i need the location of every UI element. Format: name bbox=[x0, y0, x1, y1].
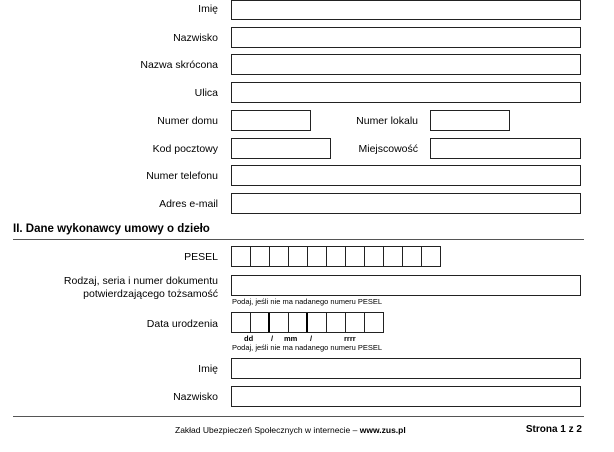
pesel-cell[interactable] bbox=[270, 247, 289, 266]
numer-telefonu-input[interactable] bbox=[231, 165, 581, 186]
pesel-cell[interactable] bbox=[327, 247, 346, 266]
document-input[interactable] bbox=[231, 275, 581, 296]
footer-website-link[interactable]: www.zus.pl bbox=[359, 425, 406, 435]
pesel-cell[interactable] bbox=[346, 247, 365, 266]
nazwa-skrocona-input[interactable] bbox=[231, 54, 581, 75]
miejscowosc-label: Miejscowość bbox=[358, 143, 418, 155]
numer-lokalu-label: Numer lokalu bbox=[356, 115, 418, 127]
pesel-cell[interactable] bbox=[422, 247, 441, 266]
numer-domu-label: Numer domu bbox=[157, 115, 218, 127]
pesel-label: PESEL bbox=[184, 251, 218, 263]
adres-email-input[interactable] bbox=[231, 193, 581, 214]
date-mm-label: mm bbox=[284, 334, 298, 343]
numer-lokalu-input[interactable] bbox=[430, 110, 510, 131]
birth-date-cell[interactable] bbox=[251, 313, 270, 332]
pesel-cell[interactable] bbox=[365, 247, 384, 266]
date-rrrr-label: rrrr bbox=[344, 334, 356, 343]
birth-date-cell[interactable] bbox=[270, 313, 289, 332]
kod-pocztowy-input[interactable] bbox=[231, 138, 331, 159]
ulica-label: Ulica bbox=[194, 87, 218, 99]
section-heading: II. Dane wykonawcy umowy o dzieło bbox=[13, 223, 210, 235]
pesel-cell[interactable] bbox=[384, 247, 403, 266]
footer-divider bbox=[13, 416, 584, 417]
pesel-cell[interactable] bbox=[251, 247, 270, 266]
footer-text bbox=[175, 425, 406, 435]
date-sep-2: / bbox=[310, 334, 313, 343]
nazwisko-label: Nazwisko bbox=[173, 32, 218, 44]
nazwisko-input[interactable] bbox=[231, 27, 581, 48]
miejscowosc-input[interactable] bbox=[430, 138, 581, 159]
nazwisko-2-input[interactable] bbox=[231, 386, 581, 407]
birth-date-cells[interactable] bbox=[231, 312, 384, 333]
adres-email-label: Adres e-mail bbox=[159, 198, 218, 210]
kod-pocztowy-label: Kod pocztowy bbox=[152, 143, 218, 155]
birth-date-cell[interactable] bbox=[308, 313, 327, 332]
imie-2-label: Imię bbox=[198, 363, 218, 375]
ulica-input[interactable] bbox=[231, 82, 581, 103]
document-hint: Podaj, jeśli nie ma nadanego numeru PESEL bbox=[232, 297, 383, 306]
pesel-cell[interactable] bbox=[308, 247, 327, 266]
document-label-line2: potwierdzającego tożsamość bbox=[83, 288, 218, 300]
birth-date-cell[interactable] bbox=[327, 313, 346, 332]
document-label-line1: Rodzaj, seria i numer dokumentu bbox=[63, 275, 218, 287]
imie-2-input[interactable] bbox=[231, 358, 581, 379]
page-number: Strona 1 z 2 bbox=[525, 424, 582, 435]
pesel-cells[interactable] bbox=[231, 246, 441, 267]
nazwa-skrocona-label: Nazwa skrócona bbox=[140, 59, 218, 71]
date-sep-1: / bbox=[271, 334, 274, 343]
date-dd-label: dd bbox=[244, 334, 254, 343]
pesel-cell[interactable] bbox=[289, 247, 308, 266]
section-divider bbox=[13, 239, 584, 240]
birth-date-label: Data urodzenia bbox=[146, 318, 218, 330]
footer-prefix: Zakład Ubezpieczeń Społecznych w internecie – bbox=[175, 425, 360, 435]
imie-input[interactable] bbox=[231, 0, 581, 20]
numer-telefonu-label: Numer telefonu bbox=[146, 170, 218, 182]
numer-domu-input[interactable] bbox=[231, 110, 311, 131]
birth-date-cell[interactable] bbox=[232, 313, 251, 332]
pesel-cell[interactable] bbox=[232, 247, 251, 266]
birth-date-cell[interactable] bbox=[346, 313, 365, 332]
birth-date-hint: Podaj, jeśli nie ma nadanego numeru PESEL bbox=[232, 343, 383, 352]
birth-date-cell[interactable] bbox=[289, 313, 308, 332]
birth-date-cell[interactable] bbox=[365, 313, 384, 332]
pesel-cell[interactable] bbox=[403, 247, 422, 266]
imie-label: Imię bbox=[198, 3, 218, 15]
nazwisko-2-label: Nazwisko bbox=[173, 391, 218, 403]
